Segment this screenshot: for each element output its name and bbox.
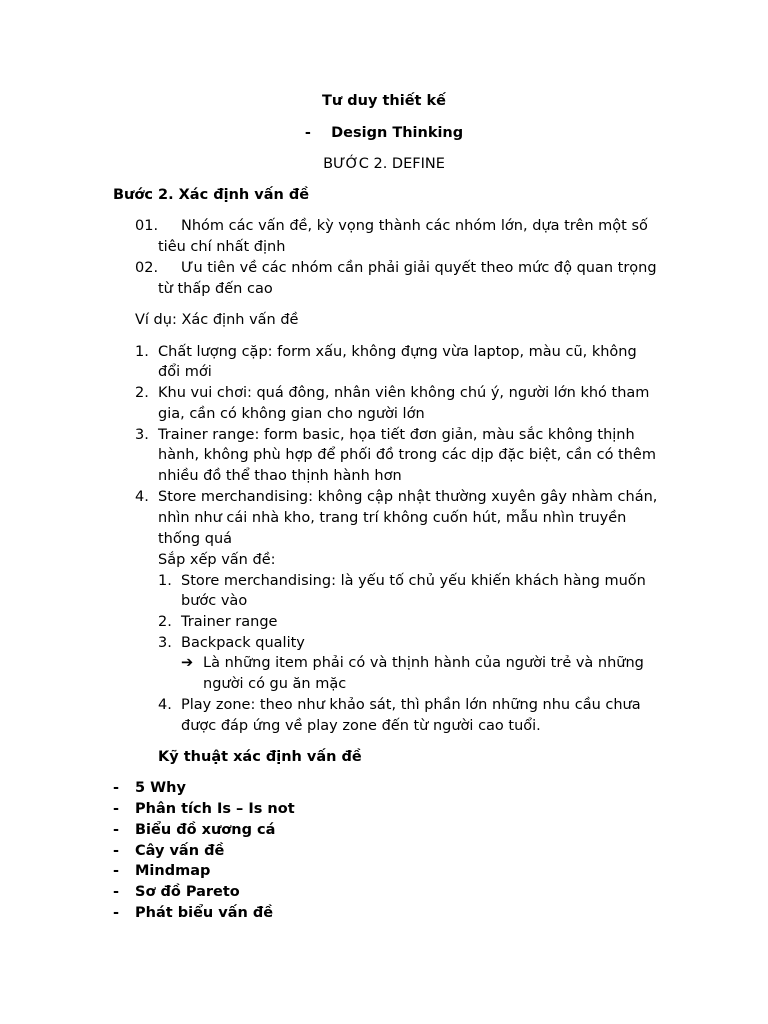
list-text: Mindmap xyxy=(135,863,211,879)
list-text: tiêu chí nhất định xyxy=(158,239,286,255)
bullet-dash: - xyxy=(113,843,120,859)
list-number: 4. xyxy=(135,489,149,505)
list-text: Ưu tiên về các nhóm cần phải giải quyết theo mức độ quan trọng xyxy=(181,260,657,276)
bullet-dash: - xyxy=(113,905,120,921)
list-text: Cây vấn đề xyxy=(135,843,225,859)
list-text: được đáp ứng về play zone đến từ người cao tuổi. xyxy=(181,718,541,734)
bullet-dash: - xyxy=(113,780,120,796)
bullet-dash: - xyxy=(113,822,120,838)
list-text: Khu vui chơi: quá đông, nhân viên không chú ý, người lớn khó tham xyxy=(158,385,650,401)
list-number: 1. xyxy=(158,573,172,589)
list-text: từ thấp đến cao xyxy=(158,281,273,297)
list-text: Store merchandising: là yếu tố chủ yếu khiến khách hàng muốn xyxy=(181,573,646,589)
techniques-heading: Kỹ thuật xác định vấn đề xyxy=(158,749,362,765)
list-text: Trainer range xyxy=(181,614,278,630)
list-number: 1. xyxy=(135,344,149,360)
list-number: 3. xyxy=(158,635,172,651)
section-heading: Bước 2. Xác định vấn đề xyxy=(113,187,310,203)
list-text: Phân tích Is – Is not xyxy=(135,801,295,817)
list-text: Chất lượng cặp: form xấu, không đựng vừa laptop, màu cũ, không xyxy=(158,344,637,360)
list-text: nhiều đồ thể thao thịnh hành hơn xyxy=(158,468,402,484)
subtitle-bullet: - xyxy=(304,125,311,141)
list-text: thống quá xyxy=(158,531,233,547)
list-number: 3. xyxy=(135,427,149,443)
page-title: Tư duy thiết kế xyxy=(322,93,446,109)
list-text: Biểu đồ xương cá xyxy=(135,822,276,838)
list-text: Trainer range: form basic, họa tiết đơn giản, màu sắc không thịnh xyxy=(158,427,635,443)
bullet-dash: - xyxy=(113,863,120,879)
list-number: 2. xyxy=(158,614,172,630)
list-text: Sơ đồ Pareto xyxy=(135,884,240,900)
subtitle xyxy=(0,123,768,143)
list-text: Nhóm các vấn đề, kỳ vọng thành các nhóm lớn, dựa trên một số xyxy=(181,218,648,234)
step-heading: BƯỚC 2. DEFINE xyxy=(323,156,445,172)
list-text: Store merchandising: không cập nhật thường xuyên gây nhàm chán, xyxy=(158,489,658,505)
list-number: 4. xyxy=(158,697,172,713)
note-text: Là những item phải có và thịnh hành của người trẻ và những xyxy=(203,655,644,671)
list-text: Play zone: theo như khảo sát, thì phần lớn những nhu cầu chưa xyxy=(181,697,641,713)
list-text: 5 Why xyxy=(135,780,186,796)
list-text: bước vào xyxy=(181,593,248,609)
list-text: gia, cần có không gian cho người lớn xyxy=(158,406,425,422)
list-text: đổi mới xyxy=(158,364,212,380)
list-number: 02. xyxy=(135,260,159,276)
example-label: Ví dụ: Xác định vấn đề xyxy=(135,312,299,328)
list-number: 2. xyxy=(135,385,149,401)
list-text: nhìn như cái nhà kho, trang trí không cuốn hút, mẫu nhìn truyền xyxy=(158,510,627,526)
list-number: 01. xyxy=(135,218,159,234)
list-text: Phát biểu vấn đề xyxy=(135,905,274,921)
list-text: Backpack quality xyxy=(181,635,305,651)
arrow-right-icon: ➔ xyxy=(181,655,194,671)
sort-label: Sắp xếp vấn đề: xyxy=(158,552,276,568)
bullet-dash: - xyxy=(113,884,120,900)
subtitle-text: Design Thinking xyxy=(331,125,464,141)
note-text: người có gu ăn mặc xyxy=(203,676,347,692)
bullet-dash: - xyxy=(113,801,120,817)
list-text: hành, không phù hợp để phối đồ trong các dịp đặc biệt, cần có thêm xyxy=(158,447,656,463)
